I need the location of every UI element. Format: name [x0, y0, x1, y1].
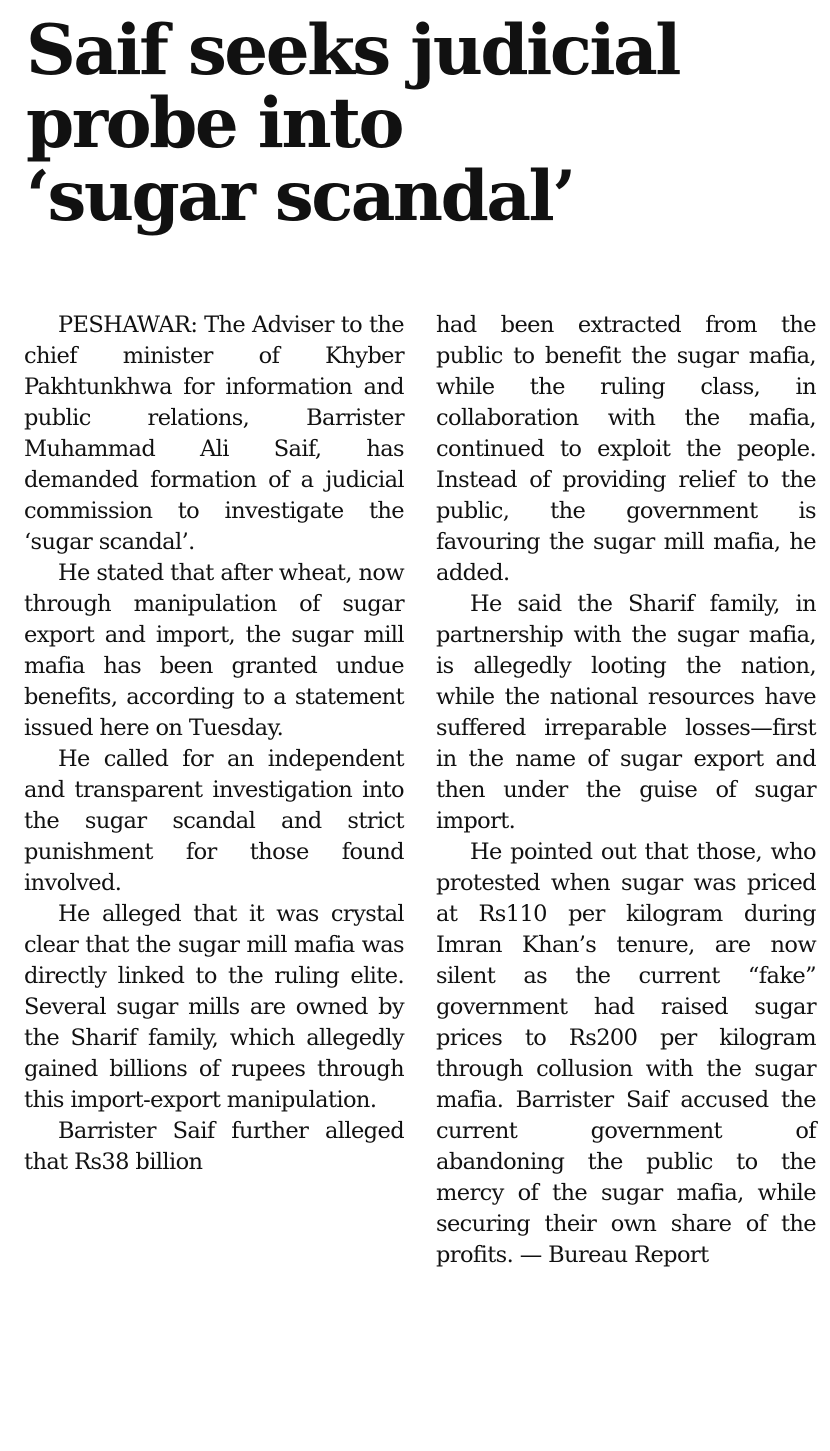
headline: [26, 10, 816, 237]
headline-line-2: probe into: [26, 83, 403, 164]
paragraph-imran-khan-tenure: He pointed out that those, who protested when sugar was priced at Rs110 per kilogram during Imran Khan’s tenure, are now silent as the current “fake” government had raised sugar prices to Rs200 per kilogram through collusion with the sugar mafia. Barrister Saif accused the current government of abandoning the public to the mercy of the sugar mafia, while securing their own share of the profits. — Bureau Report: [436, 839, 816, 1268]
headline-line-3: ‘sugar scandal’: [26, 156, 574, 237]
paragraph-ruling-elite: He alleged that it was crystal clear that the sugar mill mafia was directly linked to the ruling elite. Several sugar mills are owned by the Sharif family, which allegedly gained billions of rupees through this import-export manipulation.: [24, 901, 404, 1113]
paragraph-rs38-billion: Barrister Saif further alleged that Rs38 billion: [24, 1118, 404, 1175]
paragraph-continuation: had been extracted from the public to benefit the sugar mafia, while the ruling class, in collaboration with the mafia, continued to exploit the people. Instead of providing relief to the public, the government is favouring the sugar mill mafia, he added.: [436, 312, 816, 586]
article-body: [24, 310, 816, 1435]
paragraph-sharif-family: He said the Sharif family, in partnership with the sugar mafia, is allegedly looting the nation, while the national resources have suffered irreparable losses—first in the name of sugar export and then under the guise of sugar import.: [436, 591, 816, 834]
paragraph-investigation: He called for an independent and transparent investigation into the sugar scandal and strict punishment for those found involved.: [24, 746, 404, 896]
paragraph-dateline: PESHAWAR: The Adviser to the chief minister of Khyber Pakhtunkhwa for information and public relations, Barrister Muhammad Ali Saif, has demanded formation of a judicial commission to investigate the ‘sugar scandal’.: [24, 312, 404, 555]
headline-line-1: Saif seeks judicial: [26, 10, 680, 91]
paragraph-wheat: He stated that after wheat, now through manipulation of sugar export and import, the sugar mill mafia has been granted undue benefits, according to a statement issued here on Tuesday.: [24, 560, 404, 741]
article-column-left: [24, 310, 404, 1178]
article-column-right: [436, 310, 816, 1271]
